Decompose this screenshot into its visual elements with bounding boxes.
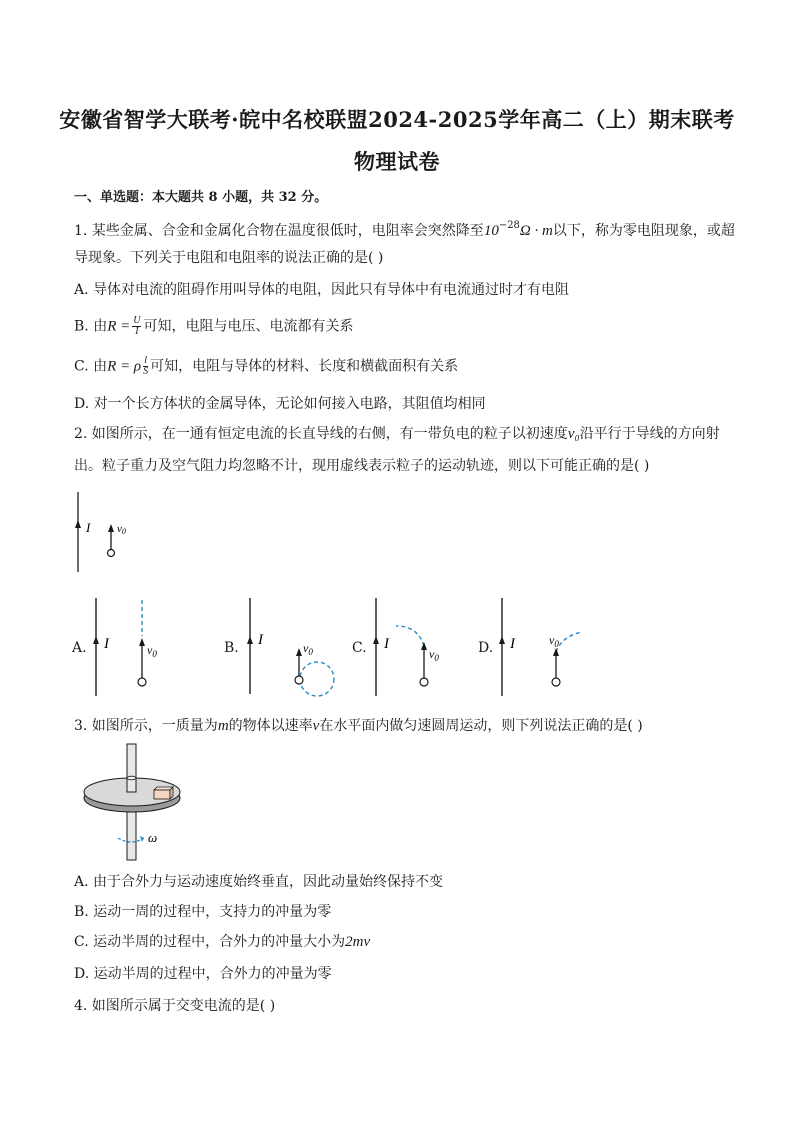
q1-option-b-prefix: B. 由 — [74, 318, 108, 335]
q3-option-a[interactable]: A. 由于合外力与运动速度始终垂直，因此动量始终保持不变 — [74, 874, 444, 890]
velocity-label: $v_0$ — [549, 633, 559, 649]
q1-option-c-lhs: R = ρ — [107, 358, 142, 375]
q1-option-b-denominator: I — [135, 326, 139, 337]
q2-stem-text-b: 沿平行于导线的方向射 — [579, 426, 720, 442]
shaft-lower — [127, 812, 136, 860]
velocity-label: $v_0$ — [147, 643, 157, 659]
q1-stem-text-a: 1. 某些金属、合金和金属化合物在温度很低时，电阻率会突然降至 — [74, 223, 484, 239]
velocity-arrowhead-icon — [421, 642, 427, 650]
current-label: I — [86, 520, 91, 535]
q3-turntable-figure — [78, 742, 198, 864]
current-arrow-icon — [93, 636, 99, 644]
q1-option-c-fraction — [143, 356, 148, 377]
q1-option-d[interactable]: D. 对一个长方体状的金属导体，无论如何接入电路，其阻值均相同 — [74, 396, 486, 412]
omega-label: ω — [148, 830, 158, 845]
velocity-label: $v_0$ — [429, 647, 439, 663]
q3-stem — [74, 716, 643, 736]
particle — [420, 678, 428, 686]
q3-option-b[interactable]: B. 运动一周的过程中，支持力的冲量为零 — [74, 904, 332, 920]
current-label: I — [384, 636, 389, 652]
q3-stem-text-b: 的物体以速率 — [228, 718, 313, 734]
q2-option-d-label[interactable]: D. — [478, 640, 494, 656]
q3-stem-text-a: 3. 如图所示，一质量为 — [74, 718, 218, 734]
particle — [138, 678, 146, 686]
velocity-label: $v_0$ — [303, 641, 313, 657]
q1-unit: Ω · m — [519, 223, 553, 239]
q1-stem-line2: 导现象。下列关于电阻和电阻率的说法正确的是( ) — [74, 250, 384, 266]
q1-option-b-lhs: R = — [107, 318, 131, 335]
section-header: 一、单选题：本大题共 8 小题，共 32 分。 — [74, 190, 328, 205]
q1-option-b-numerator: U — [133, 315, 141, 326]
q1-option-b[interactable] — [74, 316, 353, 337]
q1-option-c[interactable] — [74, 356, 458, 377]
q2-option-c-figure[interactable] — [366, 596, 456, 700]
q2-option-c-label[interactable]: C. — [352, 640, 367, 656]
rotation-arrowhead-icon — [140, 836, 144, 842]
q1-exponent: −28 — [498, 220, 520, 231]
page-title: 安徽省智学大联考·皖中名校联盟2024-2025学年高二（上）期末联考 — [59, 107, 735, 132]
q2-stem-line2: 出。粒子重力及空气阻力均忽略不计，现用虚线表示粒子的运动轨迹，则以下可能正确的是( ) — [74, 458, 650, 474]
q2-option-d-figure[interactable] — [492, 596, 602, 700]
q1-option-b-fraction — [132, 316, 141, 337]
q1-stem-line1 — [74, 216, 735, 241]
dashed-trajectory — [556, 632, 582, 652]
q2-stem-line1 — [74, 424, 720, 444]
q3-option-c-math: 2mv — [345, 934, 371, 950]
q2-option-b-figure[interactable] — [240, 596, 350, 700]
q2-option-a-figure[interactable] — [88, 596, 178, 700]
q3-stem-v: v — [312, 718, 320, 734]
current-label: I — [104, 636, 109, 652]
velocity-arrowhead-icon — [553, 648, 559, 656]
velocity-arrowhead-icon — [108, 524, 114, 532]
q3-option-c[interactable] — [74, 932, 370, 952]
current-arrow-icon — [247, 636, 253, 644]
q2-stem-text-a: 2. 如图所示，在一通有恒定电流的长直导线的右侧，有一带负电的粒子以初速度 — [74, 426, 568, 442]
q3-option-c-text: C. 运动半周的过程中，合外力的冲量大小为 — [74, 934, 346, 950]
q1-option-c-suffix: 可知，电阻与导体的材料、长度和横截面积有关系 — [150, 358, 459, 375]
q3-stem-m: m — [217, 718, 229, 734]
q2-option-a-label[interactable]: A. — [72, 640, 87, 656]
shaft-cap — [127, 776, 136, 780]
q3-stem-text-c: 在水平面内做匀速圆周运动，则下列说法正确的是( ) — [319, 718, 643, 734]
dashed-trajectory — [396, 626, 424, 646]
velocity-arrowhead-icon — [139, 638, 145, 646]
q2-stem-var: v₀ — [567, 426, 580, 442]
q2-main-figure — [70, 490, 140, 576]
q1-option-b-suffix: 可知，电阻与电压、电流都有关系 — [143, 318, 354, 335]
q1-stem-text-b: 以下，称为零电阻现象，或超 — [552, 223, 735, 239]
particle — [295, 676, 303, 684]
q4-stem: 4. 如图所示属于交变电流的是( ) — [74, 998, 276, 1014]
q1-option-c-prefix: C. 由 — [74, 358, 108, 375]
velocity-label: v0 — [117, 523, 126, 536]
q2-option-b-label[interactable]: B. — [224, 640, 239, 656]
current-arrow-icon — [75, 520, 81, 528]
q1-power: 10 — [483, 223, 499, 239]
q3-option-d[interactable]: D. 运动半周的过程中，合外力的冲量为零 — [74, 966, 332, 982]
q1-option-c-numerator: l — [144, 355, 147, 366]
q1-option-c-denominator: S — [143, 366, 149, 377]
current-label: I — [510, 636, 515, 652]
dashed-trajectory — [300, 662, 334, 696]
page-subtitle: 物理试卷 — [354, 149, 440, 174]
current-arrow-icon — [499, 636, 505, 644]
block — [154, 790, 170, 799]
particle — [552, 678, 560, 686]
current-arrow-icon — [373, 636, 379, 644]
velocity-arrowhead-icon — [296, 648, 302, 656]
q1-option-a[interactable]: A. 导体对电流的阻碍作用叫导体的电阻，因此只有导体中有电流通过时才有电阻 — [74, 282, 570, 298]
current-label: I — [258, 632, 263, 648]
particle — [108, 550, 115, 557]
